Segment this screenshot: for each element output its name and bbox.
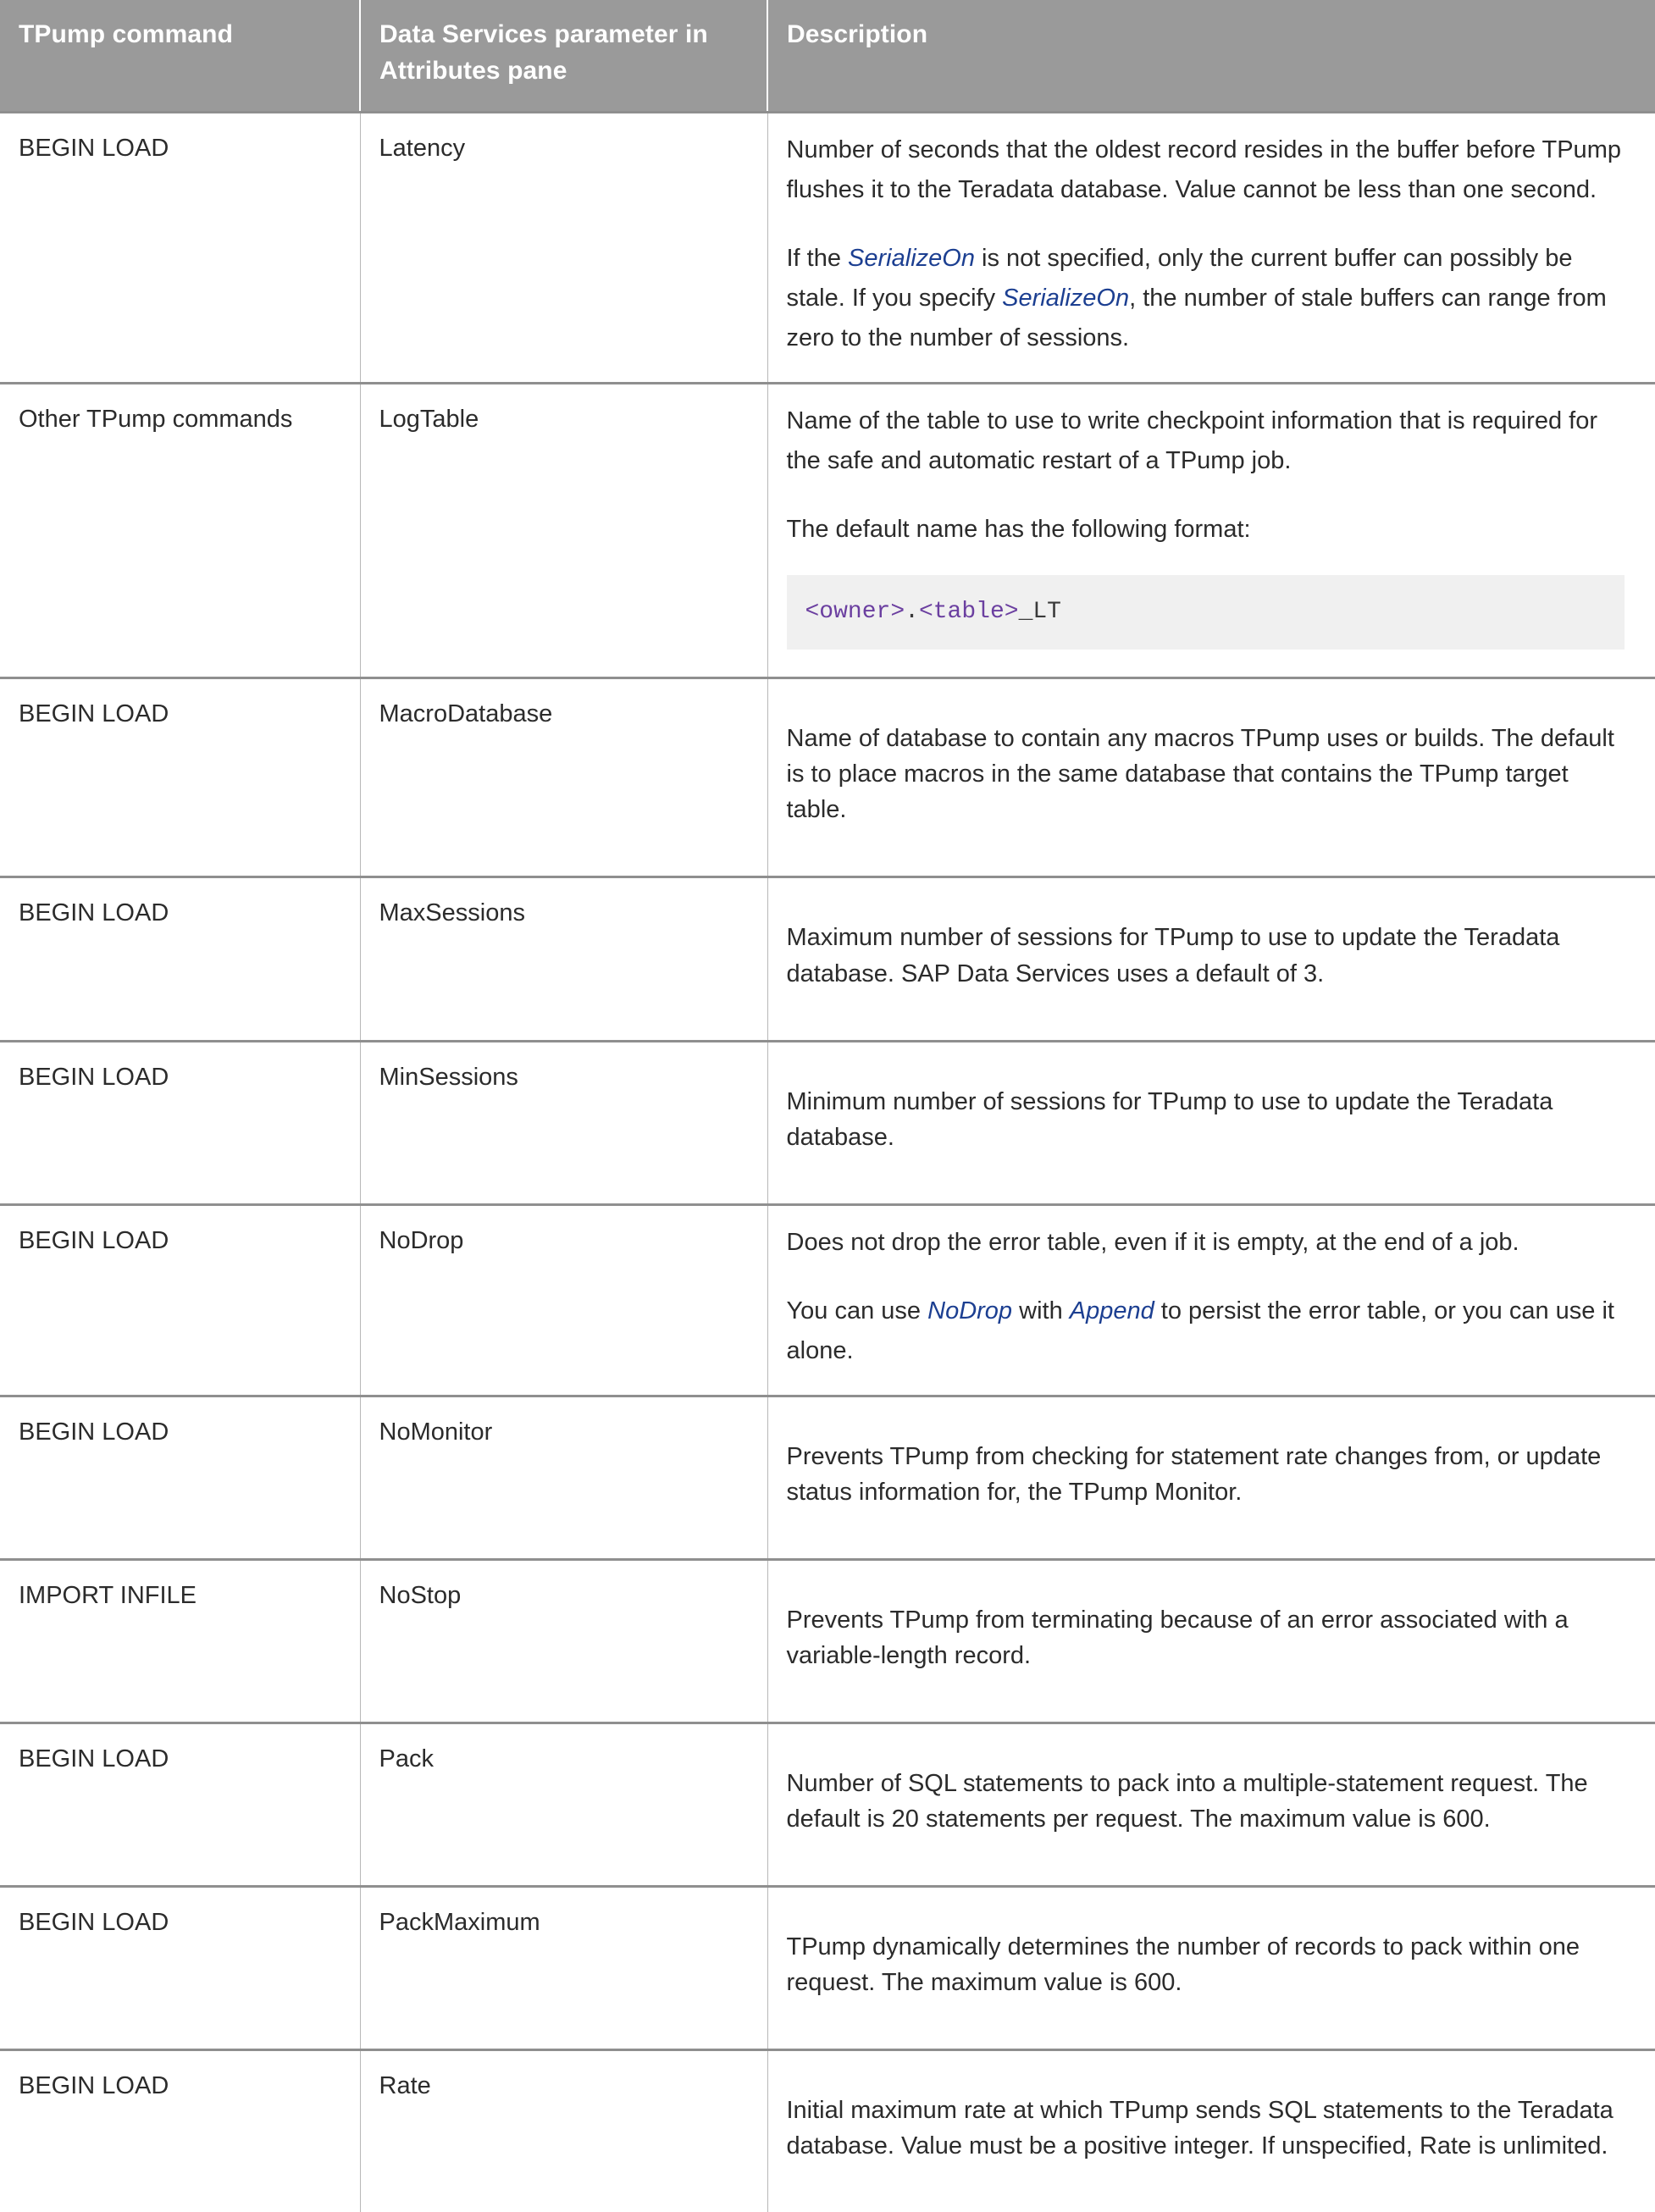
cell-tpump-command: BEGIN LOAD <box>0 678 360 877</box>
description-paragraph: Maximum number of sessions for TPump to use to update the Teradata database. SAP Data Services uses a default of 3. <box>786 924 1560 987</box>
table-row <box>0 1041 1655 1204</box>
cell-description <box>767 1396 1655 1559</box>
cell-tpump-command: IMPORT INFILE <box>0 1559 360 1723</box>
description-paragraph: Minimum number of sessions for TPump to use to update the Teradata database. <box>786 1087 1553 1151</box>
cell-description <box>767 877 1655 1041</box>
cell-description <box>767 384 1655 678</box>
table-row <box>0 384 1655 678</box>
cell-description <box>767 1886 1655 2049</box>
cell-parameter: NoDrop <box>360 1204 767 1396</box>
cell-parameter: Rate <box>360 2049 767 2212</box>
cell-tpump-command: BEGIN LOAD <box>0 1886 360 2049</box>
cell-parameter: MinSessions <box>360 1041 767 1204</box>
cell-description <box>767 1559 1655 1723</box>
description-paragraph: Prevents TPump from terminating because of an error associated with a variable-length record. <box>786 1606 1569 1669</box>
description-paragraph: Name of database to contain any macros TPump uses or builds. The default is to place macros in the same database that contains the TPump target table. <box>786 725 1614 824</box>
description-paragraph: The default name has the following format: <box>786 515 1251 543</box>
code-placeholder-owner: <owner> <box>805 598 905 625</box>
table-row <box>0 1723 1655 1886</box>
table-row <box>0 113 1655 384</box>
table-row <box>0 1396 1655 1559</box>
cell-parameter: Pack <box>360 1723 767 1886</box>
link-serializeon[interactable]: SerializeOn <box>848 245 975 273</box>
link-append[interactable]: Append <box>1069 1297 1154 1324</box>
cell-parameter: MaxSessions <box>360 877 767 1041</box>
cell-tpump-command: Other TPump commands <box>0 384 360 678</box>
cell-parameter: NoMonitor <box>360 1396 767 1559</box>
code-separator: . <box>905 598 919 625</box>
description-paragraph: Number of seconds that the oldest record resides in the buffer before TPump flushes it to the Teradata database. Value cannot be less than one second. <box>786 136 1621 204</box>
description-paragraph <box>787 1291 1625 1371</box>
cell-description <box>767 1723 1655 1886</box>
cell-parameter: MacroDatabase <box>360 678 767 877</box>
description-paragraph: Number of SQL statements to pack into a multiple-statement request. The default is 20 statements per request. The maximum value is 600. <box>786 1769 1588 1833</box>
cell-tpump-command: BEGIN LOAD <box>0 1723 360 1886</box>
description-paragraph: Name of the table to use to write checkpoint information that is required for the safe and automatic restart of a TPump job. <box>786 407 1597 474</box>
description-paragraph: Initial maximum rate at which TPump sends SQL statements to the Teradata database. Value must be a positive integer. If unspecified, Rate is unlimited. <box>786 2096 1613 2159</box>
cell-description <box>767 1041 1655 1204</box>
cell-description <box>767 1204 1655 1396</box>
description-paragraph: Prevents TPump from checking for statement rate changes from, or update status information for, the TPump Monitor. <box>786 1442 1602 1506</box>
table-row <box>0 678 1655 877</box>
text-fragment: to persist the error table, or you can use it alone. <box>786 1297 1614 1364</box>
table-row <box>0 1204 1655 1396</box>
table-row <box>0 2049 1655 2212</box>
cell-parameter: PackMaximum <box>360 1886 767 2049</box>
text-fragment: You can use <box>786 1297 928 1324</box>
cell-parameter: Latency <box>360 113 767 384</box>
cell-tpump-command: BEGIN LOAD <box>0 113 360 384</box>
table-row <box>0 1559 1655 1723</box>
text-fragment: , the number of stale buffers can range from zero to the number of sessions. <box>786 285 1607 352</box>
description-paragraph: TPump dynamically determines the number of records to pack within one request. The maximum value is 600. <box>786 1933 1580 1996</box>
description-paragraph <box>787 239 1625 358</box>
cell-tpump-command: BEGIN LOAD <box>0 1204 360 1396</box>
code-suffix: _LT <box>1018 598 1061 625</box>
cell-description <box>767 2049 1655 2212</box>
table-header-row <box>0 0 1655 113</box>
link-nodrop[interactable]: NoDrop <box>927 1297 1013 1324</box>
text-fragment: is not specified, only the current buffer can possibly be stale. If you specify <box>786 245 1573 312</box>
table-body <box>0 113 1655 2212</box>
cell-parameter: NoStop <box>360 1559 767 1723</box>
cell-parameter: LogTable <box>360 384 767 678</box>
cell-tpump-command: BEGIN LOAD <box>0 2049 360 2212</box>
cell-tpump-command: BEGIN LOAD <box>0 1396 360 1559</box>
cell-tpump-command: BEGIN LOAD <box>0 877 360 1041</box>
code-placeholder-table: <table> <box>918 598 1019 625</box>
link-serializeon[interactable]: SerializeOn <box>1002 285 1130 312</box>
cell-description <box>767 678 1655 877</box>
text-fragment: If the <box>786 245 849 273</box>
column-header-description: Description <box>767 0 1655 113</box>
cell-tpump-command: BEGIN LOAD <box>0 1041 360 1204</box>
code-block-logtable-format <box>787 575 1625 650</box>
text-fragment: with <box>1012 1297 1070 1324</box>
description-paragraph: Does not drop the error table, even if it is empty, at the end of a job. <box>786 1228 1519 1256</box>
column-header-tpump-command: TPump command <box>0 0 360 113</box>
cell-description <box>767 113 1655 384</box>
column-header-data-services-parameter: Data Services parameter in Attributes pane <box>360 0 767 113</box>
table-row <box>0 1886 1655 2049</box>
table-header <box>0 0 1655 113</box>
table-row <box>0 877 1655 1041</box>
